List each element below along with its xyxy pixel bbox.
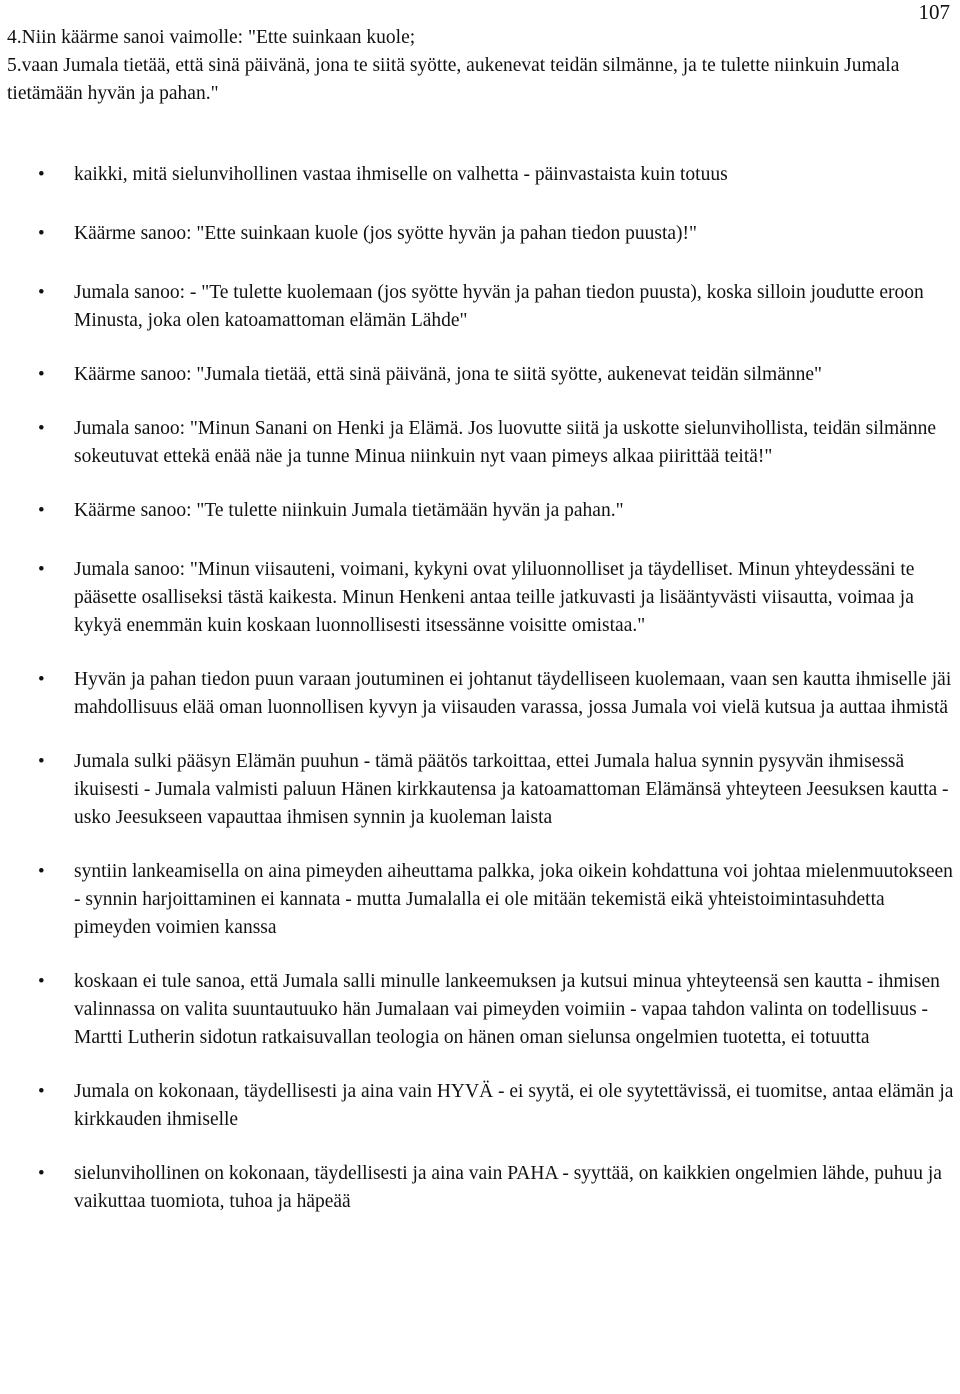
list-item <box>0 361 960 389</box>
bullet-icon: • <box>38 500 45 521</box>
list-item-text: koskaan ei tule sanoa, että Jumala salli minulle lankeemuksen ja kutsui minua yhteyteensä sen kautta - ihmisen valinnassa on valita suuntautuuko hän Jumalaan vai pimeyden voimiin - vapaa tahdon valinta on todellisuus - Martti Lutherin sidotun ratkaisuvallan teologia on hänen oman sielunsa ongelmien tuotetta, ei totuutta <box>74 971 940 1048</box>
bullet-icon: • <box>38 418 45 439</box>
list-item <box>0 220 960 248</box>
list-item-text: Jumala sanoo: "Minun viisauteni, voimani, kykyni ovat yliluonnolliset ja täydelliset. Minun yhteydessäni te pääsette osalliseksi tästä kaikesta. Minun Henkeni antaa teille jatkuvasti ja lisääntyvästi viisautta, voimaa ja kykyä enemmän kuin koskaan luonnollisesti itsessänne voisitte omistaa." <box>74 559 915 636</box>
list-item <box>0 666 960 722</box>
bullet-list <box>0 161 960 1216</box>
list-item-text: kaikki, mitä sielunvihollinen vastaa ihmiselle on valhetta - päinvastaista kuin totuus <box>74 164 728 185</box>
list-item <box>0 1078 960 1134</box>
list-item <box>0 858 960 942</box>
list-item-text: Jumala sanoo: - "Te tulette kuolemaan (jos syötte hyvän ja pahan tiedon puusta), koska silloin joudutte eroon Minusta, joka olen katoamattoman elämän Lähde" <box>74 282 924 331</box>
bullet-icon: • <box>38 1163 45 1184</box>
bullet-icon: • <box>38 223 45 244</box>
page-number: 107 <box>918 0 950 24</box>
list-item-text: sielunvihollinen on kokonaan, täydellisesti ja aina vain PAHA - syyttää, on kaikkien ongelmien lähde, puhuu ja vaikuttaa tuomiota, tuhoa ja häpeää <box>74 1163 942 1212</box>
intro-verses <box>7 24 946 108</box>
list-item-text: syntiin lankeamisella on aina pimeyden aiheuttama palkka, joka oikein kohdattuna voi johtaa mielenmuutokseen - synnin harjoittaminen ei kannata - mutta Jumalalla ei ole mitään tekemistä eikä yhteistoimintasuhdetta pimeyden voimien kanssa <box>74 861 953 938</box>
list-item <box>0 497 960 525</box>
bullet-icon: • <box>38 164 45 185</box>
list-item-text: Jumala sanoo: "Minun Sanani on Henki ja Elämä. Jos luovutte siitä ja uskotte sielunvihollista, teidän silmänne sokeutuvat ettekä enää näe ja tunne Minua niinkuin nyt vaan pimeys alkaa piirittää teitä!" <box>74 418 937 467</box>
list-item <box>0 161 960 189</box>
list-item-text: Käärme sanoo: "Te tulette niinkuin Jumala tietämään hyvän ja pahan." <box>74 500 624 521</box>
list-item-text: Käärme sanoo: "Jumala tietää, että sinä päivänä, jona te siitä syötte, aukenevat teidän silmänne" <box>74 364 822 385</box>
verse-5: 5.vaan Jumala tietää, että sinä päivänä, jona te siitä syötte, aukenevat teidän silmänne, ja te tulette niinkuin Jumala tietämään hyvän ja pahan." <box>7 55 900 104</box>
bullet-icon: • <box>38 559 45 580</box>
bullet-icon: • <box>38 669 45 690</box>
bullet-icon: • <box>38 282 45 303</box>
bullet-icon: • <box>38 1081 45 1102</box>
bullet-icon: • <box>38 751 45 772</box>
list-item <box>0 415 960 471</box>
bullet-icon: • <box>38 971 45 992</box>
bullet-icon: • <box>38 861 45 882</box>
list-item-text: Jumala on kokonaan, täydellisesti ja aina vain HYVÄ - ei syytä, ei ole syytettävissä, ei tuomitse, antaa elämän ja kirkkauden ihmiselle <box>74 1081 954 1130</box>
list-item <box>0 1160 960 1216</box>
list-item <box>0 748 960 832</box>
bullet-icon: • <box>38 364 45 385</box>
list-item <box>0 556 960 640</box>
list-item-text: Jumala sulki pääsyn Elämän puuhun - tämä päätös tarkoittaa, ettei Jumala halua synnin pysyvän ihmisessä ikuisesti - Jumala valmisti paluun Hänen kirkkautensa ja katoamattoman Elämänsä yhteyteen Jeesuksen kautta - usko Jeesukseen vapauttaa ihmisen synnin ja kuoleman laista <box>74 751 949 828</box>
verse-4: 4.Niin käärme sanoi vaimolle: "Ette suinkaan kuole; <box>7 27 416 48</box>
list-item <box>0 968 960 1052</box>
list-item-text: Hyvän ja pahan tiedon puun varaan joutuminen ei johtanut täydelliseen kuolemaan, vaan sen kautta ihmiselle jäi mahdollisuus elää oman luonnollisen kyvyn ja viisauden varassa, jossa Jumala voi vielä kutsua ja auttaa ihmistä <box>74 669 952 718</box>
list-item <box>0 279 960 335</box>
list-item-text: Käärme sanoo: "Ette suinkaan kuole (jos syötte hyvän ja pahan tiedon puusta)!" <box>74 223 697 244</box>
